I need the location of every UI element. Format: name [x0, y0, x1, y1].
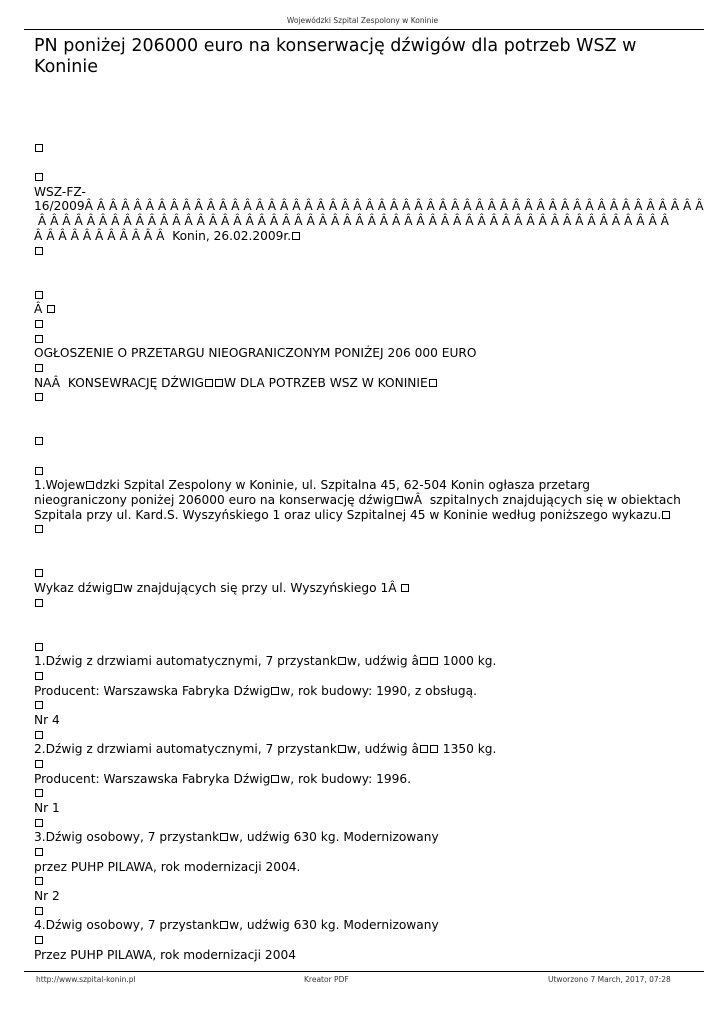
list-item-number: Nr 4 — [34, 713, 60, 727]
list-item: 4.Dźwig osobowy, 7 przystank w, udźwig 630 kg. Modernizowany — [34, 918, 439, 932]
reference-line: WSZ-FZ- — [34, 185, 86, 199]
list-item-modernization: Przez PUHP PILAWA, rok modernizacji 2004 — [34, 948, 296, 962]
footer-created-timestamp: Utworzono 7 March, 2017, 07:28 — [548, 975, 671, 984]
missing-glyph-box — [34, 845, 694, 860]
document-title: PN poniżej 206000 euro na konserwację dźwigów dla potrzeb WSZ w Koninie — [34, 36, 637, 77]
missing-glyph-box — [34, 728, 694, 743]
page-header: Wojewódzki Szpital Zespolony w Koninie — [286, 16, 439, 25]
missing-glyph-box — [34, 904, 694, 919]
list-item-number: Nr 2 — [34, 889, 60, 903]
notice-heading: OGŁOSZENIE O PRZETARGU NIEOGRANICZONYM PONIŻEJ 206 000 EURO — [34, 346, 477, 360]
missing-glyph-box — [34, 522, 694, 537]
missing-glyph-box — [34, 464, 694, 479]
reference-line: Â Â Â Â Â Â Â Â Â Â Â Â Â Â Â Â Â Â Â Â Â Â Â Â Â Â Â Â Â Â Â Â Â Â Â Â Â Â Â Â Â Â Â Â Â Â Â Â Â Â Â Â — [34, 214, 669, 228]
missing-glyph-box — [34, 640, 694, 655]
paragraph-line: nieograniczony poniżej 206000 euro na konserwację dźwig wÂ szpitalnych znajdujących się w obiektach — [34, 493, 681, 507]
footer-rule — [24, 971, 704, 972]
list-heading: Wykaz dźwig w znajdujących się przy ul. Wyszyńskiego 1Â — [34, 581, 694, 596]
a-hat-line: Â — [34, 302, 694, 317]
missing-glyph-box — [34, 816, 694, 831]
missing-glyph-box — [34, 390, 694, 405]
paragraph-line: Szpitala przy ul. Kard.S. Wyszyńskiego 1 oraz ulicy Szpitalnej 45 w Koninie według poniższego wykazu. — [34, 508, 694, 523]
missing-glyph-box — [34, 596, 694, 611]
missing-glyph-box — [34, 170, 694, 185]
list-item-number: Nr 1 — [34, 801, 60, 815]
missing-glyph-box — [34, 669, 694, 684]
missing-glyph-box — [34, 786, 694, 801]
list-item: 2.Dźwig z drzwiami automatycznymi, 7 przystank w, udźwig â 1350 kg. — [34, 742, 497, 756]
reference-line: 16/2009Â Â Â Â Â Â Â Â Â Â Â Â Â Â Â Â Â Â Â Â Â Â Â Â Â Â Â Â Â Â Â Â Â Â Â Â Â Â Â Â Â Â Â Â Â Â Â Â Â Â Â — [34, 199, 704, 213]
missing-glyph-box — [34, 933, 694, 948]
paragraph-line: 1.Wojew dzki Szpital Zespolony w Koninie, ul. Szpitalna 45, 62-504 Konin ogłasza przetarg — [34, 478, 590, 492]
missing-glyph-box — [34, 434, 694, 449]
missing-glyph-box — [34, 332, 694, 347]
missing-glyph-box — [34, 141, 694, 156]
missing-glyph-box — [34, 874, 694, 889]
missing-glyph-box — [34, 698, 694, 713]
notice-subheading: NAÂ KONSEWRACJĘ DŹWIG W DLA POTRZEB WSZ W KONINIE — [34, 376, 694, 391]
list-item-producer: Producent: Warszawska Fabryka Dźwig w, rok budowy: 1990, z obsługą. — [34, 684, 477, 698]
list-item: 1.Dźwig z drzwiami automatycznymi, 7 przystank w, udźwig â 1000 kg. — [34, 654, 497, 668]
missing-glyph-box — [34, 317, 694, 332]
list-item: 3.Dźwig osobowy, 7 przystank w, udźwig 630 kg. Modernizowany — [34, 830, 439, 844]
missing-glyph-box — [34, 288, 694, 303]
missing-glyph-box — [34, 757, 694, 772]
missing-glyph-box — [34, 244, 694, 259]
list-item-producer: Producent: Warszawska Fabryka Dźwig w, rok budowy: 1996. — [34, 772, 411, 786]
footer-url[interactable]: http://www.szpital-konin.pl — [36, 975, 136, 984]
list-item-modernization: przez PUHP PILAWA, rok modernizacji 2004. — [34, 860, 301, 874]
missing-glyph-box — [34, 566, 694, 581]
footer-generator: Kreator PDF — [304, 975, 349, 984]
missing-glyph-box — [34, 361, 694, 376]
place-date-line: Â Â Â Â Â Â Â Â Â Â Â Konin, 26.02.2009r. — [34, 229, 694, 244]
